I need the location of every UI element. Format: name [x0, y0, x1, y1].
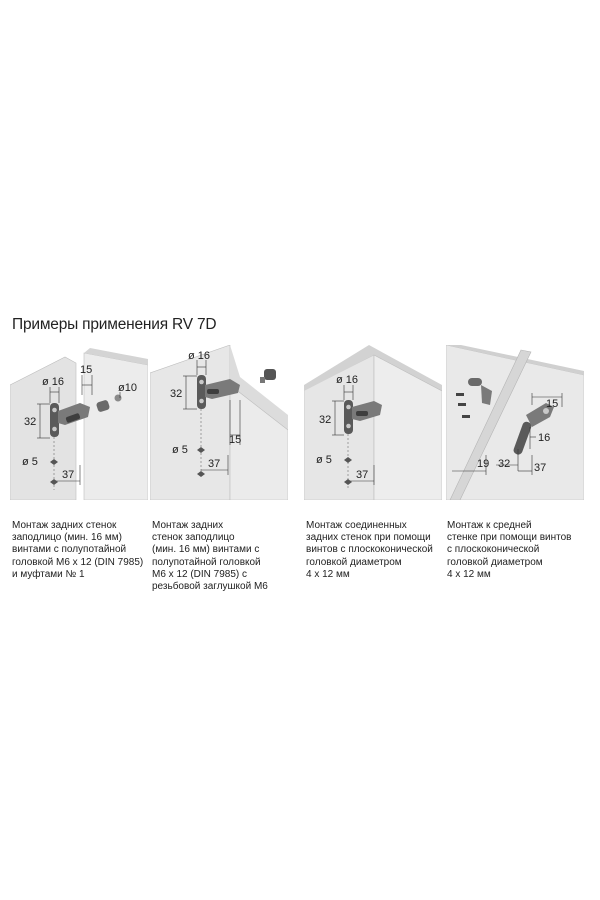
dimension-label: ø 5 — [172, 444, 188, 456]
illustration-flush-back-panel-with-threaded-plug — [150, 345, 288, 500]
caption-example-3 — [306, 520, 446, 581]
caption-example-1 — [12, 520, 152, 581]
caption-line: Монтаж к средней — [447, 520, 532, 531]
illustration-middle-partition — [446, 345, 584, 500]
dimension-label: ø10 — [118, 382, 137, 394]
caption-line: стенок заподлицо — [152, 532, 235, 544]
dimension-label: 32 — [24, 416, 37, 428]
dimension-label: ø 5 — [22, 456, 38, 468]
dimension-label: 32 — [498, 458, 511, 470]
dimension-label: 15 — [229, 434, 242, 446]
caption-line: головкой диаметром — [447, 556, 543, 568]
caption-line: стенке при помощи винтов — [447, 532, 572, 544]
dimension-label: 32 — [319, 414, 332, 426]
caption-line: Монтаж соединенных — [306, 520, 407, 531]
dimension-label: 37 — [62, 469, 75, 481]
caption-example-2 — [152, 520, 292, 593]
caption-line: заподлицо (мин. 16 мм) — [12, 532, 122, 544]
illustration-flush-back-panel-with-sleeves — [10, 345, 148, 500]
caption-example-4 — [447, 520, 587, 581]
caption-line: и муфтами № 1 — [12, 568, 85, 580]
caption-line: головкой диаметром — [306, 556, 402, 568]
dimension-label: 16 — [538, 432, 551, 444]
dimension-label: 37 — [356, 469, 369, 481]
caption-line: 4 x 12 мм — [306, 568, 350, 580]
dimension-label: 15 — [546, 398, 559, 410]
illustration-joined-back-panels — [304, 345, 442, 500]
dimension-label: 32 — [170, 388, 183, 400]
dimension-label: 15 — [80, 364, 93, 376]
dimension-label: ø 5 — [316, 454, 332, 466]
caption-line: Монтаж задних стенок — [12, 520, 117, 531]
caption-line: задних стенок при помощи — [306, 532, 431, 544]
threaded-plug-icon — [260, 369, 276, 383]
dimension-label: ø 16 — [42, 376, 65, 388]
caption-line: головкой M6 x 12 (DIN 7985) — [12, 556, 144, 568]
dimension-label: 37 — [534, 462, 547, 474]
caption-line: винтами с полупотайной — [12, 544, 127, 556]
dimension-label: 19 — [477, 458, 490, 470]
page-title: Примеры применения RV 7D — [12, 316, 217, 333]
caption-line: с плоскоконической — [447, 544, 540, 556]
caption-line: M6 x 12 (DIN 7985) с — [152, 568, 248, 580]
caption-line: резьбовой заглушкой M6 — [152, 581, 268, 593]
dimension-label: ø 16 — [336, 374, 359, 386]
caption-line: винтов с плоскоконической — [306, 544, 433, 556]
caption-line: Монтаж задних — [152, 520, 224, 531]
dimension-label: ø 16 — [188, 350, 211, 362]
dimension-label: 37 — [208, 458, 221, 470]
caption-line: (мин. 16 мм) винтами с — [152, 544, 260, 556]
caption-line: 4 x 12 мм — [447, 568, 491, 580]
caption-line: полупотайной головкой — [152, 556, 261, 568]
